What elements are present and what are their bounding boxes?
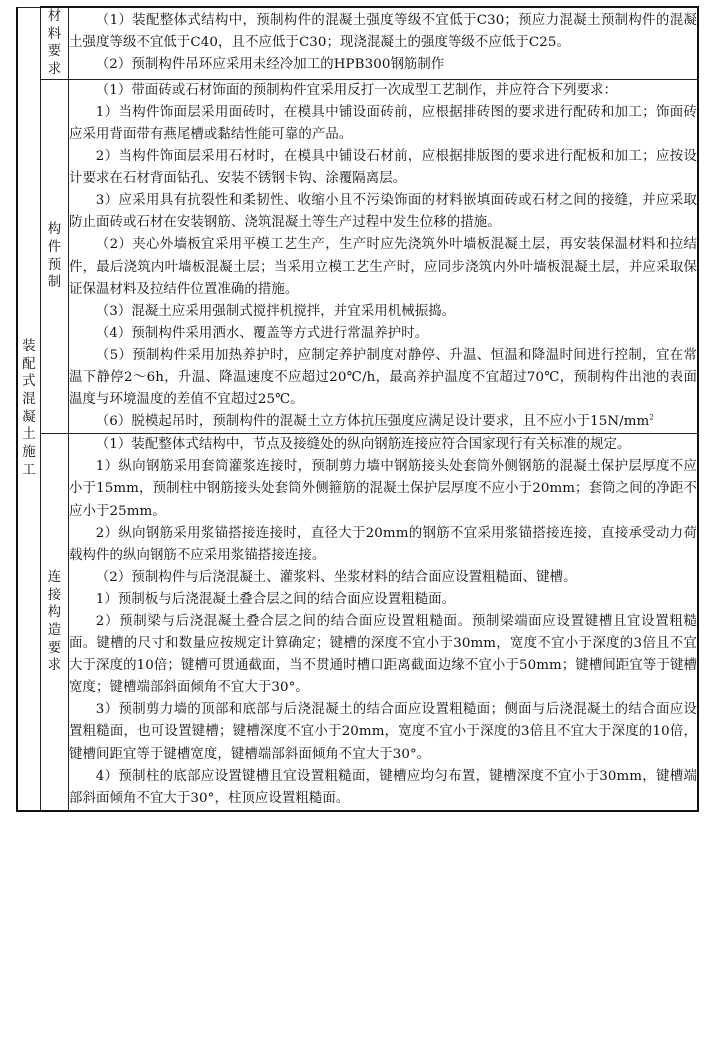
- paragraph-text: （6）脱模起吊时，预制构件的混凝土立方体抗压强度应满足设计要求，且不应小于15N/mm: [95, 414, 650, 430]
- content-cell: [69, 434, 699, 811]
- category-cell: [41, 434, 69, 811]
- paragraph: （2）预制构件与后浇混凝土、灌浆料、坐浆材料的结合面应设置粗糙面、键槽。: [95, 569, 577, 585]
- paragraph: 3）应采用具有抗裂性和柔韧性、收缩小且不污染饰面的材料嵌填面砖或石材之间的接缝，并应采取防止面砖或石材在安装钢筋、浇筑混凝土等生产过程中发生位移的措施。: [69, 193, 697, 231]
- category-label: 连接构造要求: [47, 569, 62, 674]
- table-row-connection: [17, 434, 698, 811]
- paragraph: （2）预制构件吊环应采用未经冷加工的HPB300钢筋制作: [95, 57, 445, 73]
- paragraph: 2）纵向钢筋采用浆锚搭接连接时，直径大于20mm的钢筋不宜采用浆锚搭接连接，直接承受动力荷载构件的纵向钢筋不应采用浆锚搭接连接。: [69, 525, 697, 563]
- paragraph: 2）预制梁与后浇混凝土叠合层之间的结合面应设置粗糙面。预制梁端面应设置键槽且宜设置粗糙面。键槽的尺寸和数量应按规定计算确定；键槽的深度不宜小于30mm，宽度不宜小于深度的3倍且不宜大于深度的10倍；键槽可贯通截面，当不贯通时槽口距离截面边缘不宜小于50mm；键槽间距宜等于键槽宽度；键槽端部斜面倾角不宜大于30°。: [69, 614, 697, 696]
- category-label: 材料要求: [47, 9, 62, 78]
- table-row-prefab: [17, 79, 698, 434]
- paragraph: 1）纵向钢筋采用套筒灌浆连接时，预制剪力墙中钢筋接头处套筒外侧钢筋的混凝土保护层厚度不应小于15mm，预制柱中钢筋接头处套筒外侧箍筋的混凝土保护层厚度不应小于20mm；套筒之间的净距不应小于25mm。: [69, 459, 697, 519]
- paragraph: （1）装配整体式结构中，节点及接缝处的纵向钢筋连接应符合国家现行有关标准的规定。: [95, 437, 631, 453]
- section-label: 装配式混凝土施工: [22, 338, 36, 478]
- category-cell: [41, 79, 69, 434]
- content-cell: [69, 79, 699, 434]
- paragraph: （5）预制构件采用加热养护时，应制定养护制度对静停、升温、恒温和降温时间进行控制，宜在常温下静停2～6h，升温、降温速度不应超过20℃/h，最高养护温度不宜超过70℃，预制构件出池的表面温度与环境温度的差值不宜超过25℃。: [69, 347, 697, 408]
- paragraph-last: [69, 411, 697, 433]
- paragraph: 2）当构件饰面层采用石材时，在模具中铺设石材前，应根据排版图的要求进行配板和加工；应按设计要求在石材背面钻孔、安装不锈钢卡钩、涂覆隔离层。: [69, 149, 697, 187]
- unit-superscript: 2: [649, 413, 654, 422]
- paragraph: 3）预制剪力墙的顶部和底部与后浇混凝土的结合面应设置粗糙面；侧面与后浇混凝土的结合面应设置粗糙面，也可设置键槽；键槽深度不宜小于20mm，宽度不宜小于深度的3倍且不宜大于深度的10倍，键槽间距宜等于键槽宽度，键槽端部斜面倾角不宜大于30°。: [69, 702, 697, 762]
- category-label: 构件预制: [47, 222, 62, 291]
- construction-spec-table: [16, 6, 699, 812]
- paragraph: （4）预制构件采用洒水、覆盖等方式进行常温养护时。: [95, 325, 429, 341]
- paragraph: 1）当构件饰面层采用面砖时，在模具中铺设面砖前，应根据排砖图的要求进行配砖和加工；饰面砖应采用背面带有燕尾槽或黏结性能可靠的产品。: [69, 104, 697, 142]
- paragraph: （2）夹心外墙板宜采用平模工艺生产，生产时应先浇筑外叶墙板混凝土层，再安装保温材料和拉结件，最后浇筑内叶墙板混凝土层；当采用立模工艺生产时，应同步浇筑内外叶墙板混凝土层，并应采取保证保温材料及拉结件位置准确的措施。: [69, 237, 697, 297]
- paragraph: （3）混凝土应采用强制式搅拌机搅拌，并宜采用机械振捣。: [95, 303, 456, 319]
- paragraph: （1）带面砖或石材饰面的预制构件宜采用反打一次成型工艺制作，并应符合下列要求：: [95, 82, 618, 98]
- content-cell: [69, 7, 699, 79]
- paragraph: （1）装配整体式结构中，预制构件的混凝土强度等级不宜低于C30；预应力混凝土预制构件的混凝土强度等级不宜低于C40，且不应低于C30；现浇混凝土的强度等级不应低于C25。: [69, 13, 697, 51]
- category-cell: [41, 7, 69, 79]
- paragraph: 1）预制板与后浇混凝土叠合层之间的结合面应设置粗糙面。: [95, 591, 456, 607]
- paragraph: 4）预制柱的底部应设置键槽且宜设置粗糙面，键槽应均匀布置，键槽深度不宜小于30mm，键槽端部斜面倾角不宜大于30°，柱顶应设置粗糙面。: [69, 768, 697, 806]
- table-row-material: [17, 7, 698, 79]
- section-cell: [17, 7, 41, 811]
